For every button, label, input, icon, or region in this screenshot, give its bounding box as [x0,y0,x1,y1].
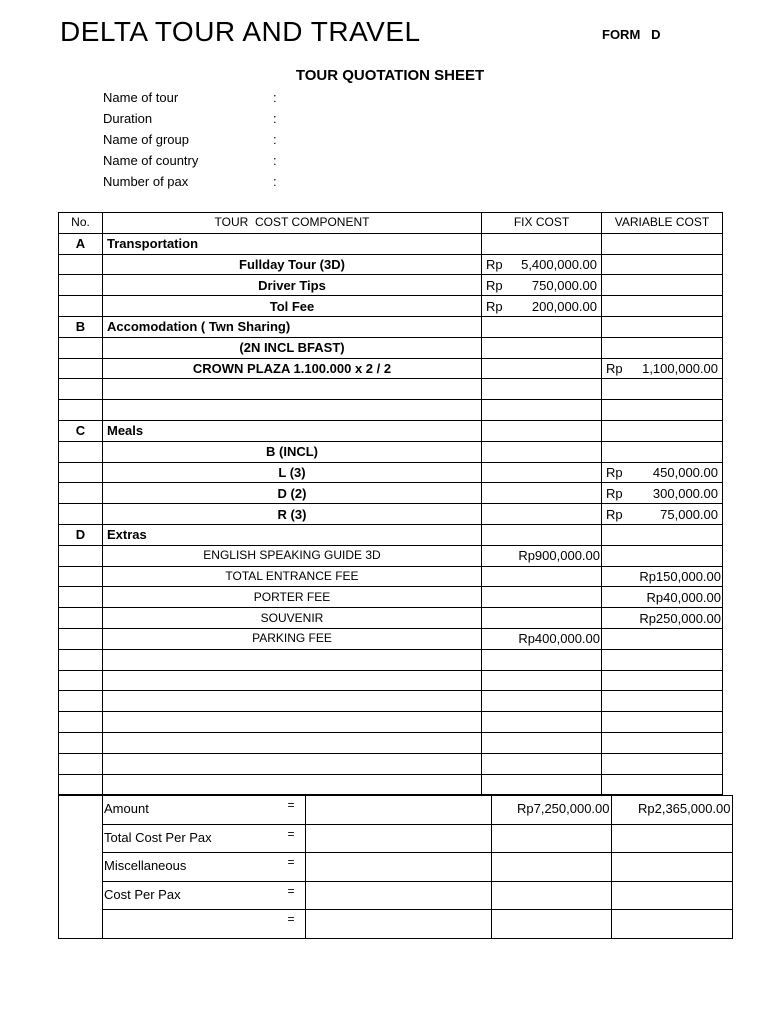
fix-cost-cell[interactable] [482,732,602,753]
fix-cost-cell[interactable] [482,587,602,608]
table-row [59,400,723,421]
info-colon: : [273,90,277,105]
fix-cost-cell[interactable] [482,608,602,629]
fix-cost-cell[interactable] [482,275,602,296]
fix-cost-cell[interactable]: Rp400,000.00 [482,628,602,649]
no-cell [59,774,103,795]
summary-fix-total[interactable] [491,796,611,825]
currency-label: Rp [606,464,623,480]
no-cell [59,462,103,483]
equals-sign: = [288,796,306,825]
variable-cost-cell[interactable] [602,545,723,566]
variable-cost-cell[interactable] [602,233,723,254]
item-label: TOTAL ENTRANCE FEE [103,566,482,587]
amount-value: 750,000.00 [531,277,597,293]
item-label: B (INCL) [103,441,482,462]
table-row [59,316,723,337]
table-row [59,566,723,587]
table-row [59,649,723,670]
summary-variable-cell[interactable] [611,910,732,939]
amount-value: 450,000.00 [652,464,718,480]
table-row [59,296,723,317]
no-cell [59,628,103,649]
fix-cost-cell[interactable] [482,233,602,254]
no-cell [59,670,103,691]
no-cell [59,275,103,296]
fix-cost-cell[interactable] [482,483,602,504]
table-row [59,483,723,504]
no-cell [59,712,103,733]
info-label: Name of tour [103,90,179,105]
summary-variable-total[interactable] [611,796,732,825]
no-cell [59,296,103,317]
table-row [59,732,723,753]
currency-label: Rp [606,360,623,376]
table-row [59,462,723,483]
fix-cost-cell[interactable] [482,337,602,358]
section-label: Transportation [103,233,482,254]
fix-cost-cell[interactable] [482,753,602,774]
no-cell [59,587,103,608]
item-label: PARKING FEE [103,628,482,649]
variable-cost-cell[interactable] [602,712,723,733]
currency-label: Rp [606,485,623,501]
table-row [59,753,723,774]
info-colon: : [273,111,277,126]
item-label: D (2) [103,483,482,504]
summary-fix-cell[interactable] [491,853,611,882]
company-name: DELTA TOUR AND TRAVEL [60,16,421,47]
fix-cost-cell[interactable] [482,316,602,337]
variable-cost-cell[interactable] [602,441,723,462]
fix-cost-cell[interactable] [482,504,602,525]
table-row [59,670,723,691]
info-colon: : [273,153,277,168]
info-colon: : [273,132,277,147]
item-label [103,400,482,421]
tour-info-fields [103,87,303,192]
currency-label: Rp [606,506,623,522]
variable-cost-cell[interactable] [602,774,723,795]
summary-label: Total Cost Per Pax [103,824,288,853]
equals-sign: = [288,881,306,910]
item-label [103,649,482,670]
header-no: No. [59,213,103,234]
sheet-title: TOUR QUOTATION SHEET [295,67,485,84]
fix-cost-cell[interactable] [482,462,602,483]
table-row [59,420,723,441]
table-row [59,774,723,795]
item-label: ENGLISH SPEAKING GUIDE 3D [103,545,482,566]
variable-cost-cell[interactable] [602,420,723,441]
table-row [59,691,723,712]
variable-cost-cell[interactable] [602,691,723,712]
summary-input-cell[interactable] [305,881,491,910]
fix-cost-cell[interactable] [482,420,602,441]
variable-cost-cell[interactable] [602,670,723,691]
equals-sign: = [288,824,306,853]
summary-fix-cell[interactable] [491,824,611,853]
variable-cost-cell[interactable] [602,504,723,525]
summary-label [103,910,288,939]
summary-row-miscellaneous [59,853,733,882]
item-label [103,732,482,753]
currency-label: Rp [486,256,503,272]
fix-cost-cell[interactable] [482,774,602,795]
table-row [59,587,723,608]
no-cell [59,254,103,275]
summary-fix-cell[interactable] [491,910,611,939]
summary-row-amount [59,796,733,825]
no-cell [59,400,103,421]
info-row-name-of-country[interactable] [103,150,303,171]
item-label [103,379,482,400]
currency-label: Rp [486,298,503,314]
fix-cost-cell[interactable] [482,441,602,462]
table-header-row [59,213,723,234]
info-row-number-of-pax[interactable] [103,171,303,192]
table-row [59,379,723,400]
fix-cost-cell[interactable] [482,296,602,317]
no-cell [59,545,103,566]
table-row [59,712,723,733]
equals-sign: = [288,853,306,882]
no-cell [59,337,103,358]
fix-cost-cell[interactable] [482,379,602,400]
info-label: Number of pax [103,174,189,189]
section-letter: D [59,524,103,545]
fix-cost-cell[interactable] [482,670,602,691]
header-variable-cost: VARIABLE COST [602,213,723,234]
no-cell [59,358,103,379]
variable-cost-cell[interactable] [602,275,723,296]
summary-label: Miscellaneous [103,853,288,882]
summary-row-cost-per-pax [59,881,733,910]
section-label: Extras [103,524,482,545]
no-cell [59,753,103,774]
no-cell [59,441,103,462]
fix-cost-cell[interactable] [482,712,602,733]
amount-value: 1,100,000.00 [642,360,718,376]
variable-cost-cell[interactable] [602,358,723,379]
section-letter: A [59,233,103,254]
fix-cost-cell[interactable] [482,254,602,275]
fix-cost-cell[interactable] [482,358,602,379]
variable-cost-cell[interactable] [602,296,723,317]
form-code: FORM D [602,27,661,42]
item-label: R (3) [103,504,482,525]
header-fix-cost: FIX COST [482,213,602,234]
item-label: L (3) [103,462,482,483]
info-label: Name of group [103,132,189,147]
variable-cost-cell[interactable]: Rp40,000.00 [602,587,723,608]
summary-variable-cell[interactable] [611,824,732,853]
fix-cost-cell[interactable] [482,400,602,421]
item-label [103,712,482,733]
summary-table [58,795,733,939]
table-row [59,337,723,358]
variable-cost-cell[interactable] [602,337,723,358]
variable-cost-cell[interactable] [602,254,723,275]
item-label [103,774,482,795]
variable-cost-cell[interactable] [602,732,723,753]
variable-cost-cell[interactable] [602,316,723,337]
info-label: Duration [103,111,153,126]
item-label: PORTER FEE [103,587,482,608]
variable-cost-cell[interactable]: Rp150,000.00 [602,566,723,587]
info-row-name-of-group[interactable] [103,129,303,150]
summary-no-cell [59,796,103,939]
table-row [59,524,723,545]
summary-row-total-cost-per-pax [59,824,733,853]
summary-input-cell[interactable] [305,796,491,825]
table-row [59,545,723,566]
variable-total-value: Rp2,365,000.00 [637,801,731,816]
table-row [59,358,723,379]
variable-cost-cell[interactable] [602,524,723,545]
header-component: TOUR COST COMPONENT [103,213,482,234]
info-colon: : [273,174,277,189]
fix-cost-cell[interactable] [482,524,602,545]
info-label: Name of country [103,153,199,168]
table-row [59,504,723,525]
variable-cost-cell[interactable] [602,483,723,504]
summary-fix-cell[interactable] [491,881,611,910]
info-row-duration[interactable] [103,108,303,129]
variable-cost-cell[interactable] [602,628,723,649]
summary-input-cell[interactable] [305,824,491,853]
item-label: (2N INCL BFAST) [103,337,482,358]
fix-cost-cell[interactable] [482,691,602,712]
item-label: CROWN PLAZA 1.100.000 x 2 / 2 [103,358,482,379]
table-row [59,275,723,296]
no-cell [59,732,103,753]
summary-row-blank [59,910,733,939]
no-cell [59,566,103,587]
fix-cost-cell[interactable] [482,649,602,670]
summary-variable-cell[interactable] [611,853,732,882]
info-row-name-of-tour[interactable] [103,87,303,108]
no-cell [59,649,103,670]
no-cell [59,691,103,712]
amount-value: 75,000.00 [660,506,718,522]
table-row [59,233,723,254]
no-cell [59,379,103,400]
fix-cost-cell[interactable] [482,566,602,587]
summary-input-cell[interactable] [305,853,491,882]
table-row [59,628,723,649]
amount-value: 200,000.00 [531,298,597,314]
currency-label: Rp [486,277,503,293]
item-label [103,691,482,712]
summary-label: Amount [103,796,288,825]
summary-label: Cost Per Pax [103,881,288,910]
item-label: Tol Fee [103,296,482,317]
cost-table [58,212,723,795]
item-label [103,753,482,774]
variable-cost-cell[interactable] [602,649,723,670]
item-label: Fullday Tour (3D) [103,254,482,275]
variable-cost-cell[interactable] [602,379,723,400]
section-label: Accomodation ( Twn Sharing) [103,316,482,337]
fix-cost-cell[interactable]: Rp900,000.00 [482,545,602,566]
amount-value: 5,400,000.00 [521,256,597,272]
variable-cost-cell[interactable] [602,400,723,421]
summary-input-cell[interactable] [305,910,491,939]
amount-value: 300,000.00 [652,485,718,501]
equals-sign: = [288,910,306,939]
variable-cost-cell[interactable] [602,753,723,774]
section-label: Meals [103,420,482,441]
table-row [59,254,723,275]
section-letter: B [59,316,103,337]
summary-variable-cell[interactable] [611,881,732,910]
fix-total-value: Rp7,250,000.00 [516,801,610,816]
item-label: SOUVENIR [103,608,482,629]
section-letter: C [59,420,103,441]
table-row [59,441,723,462]
variable-cost-cell[interactable] [602,462,723,483]
no-cell [59,483,103,504]
variable-cost-cell[interactable]: Rp250,000.00 [602,608,723,629]
item-label: Driver Tips [103,275,482,296]
no-cell [59,608,103,629]
item-label [103,670,482,691]
no-cell [59,504,103,525]
table-row [59,608,723,629]
